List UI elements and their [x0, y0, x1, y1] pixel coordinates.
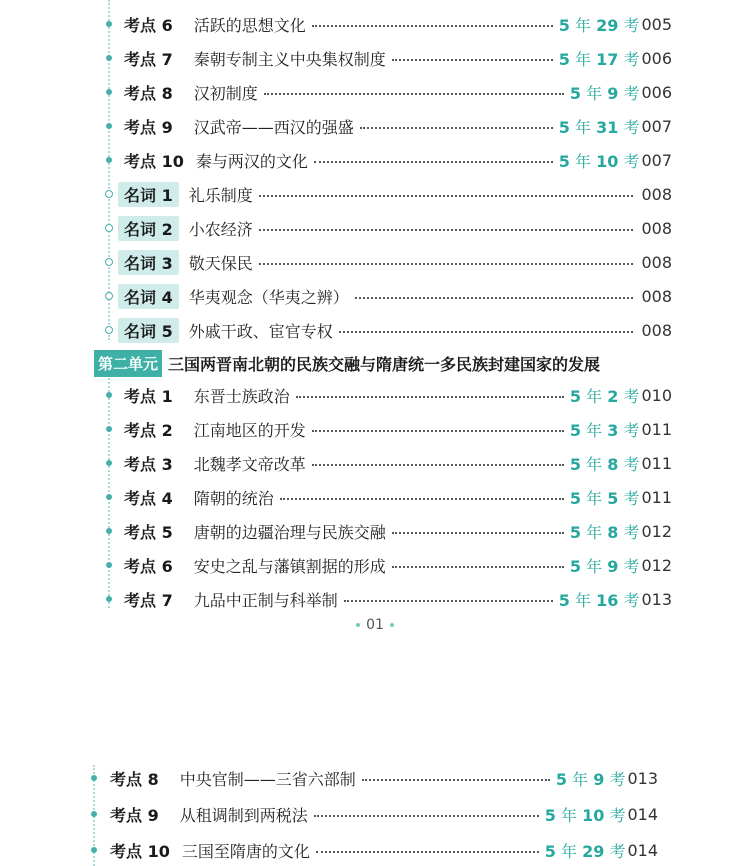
term-label: 名词 3	[118, 250, 179, 275]
unit-badge: 第二单元	[94, 350, 162, 377]
bullet-dot	[106, 55, 112, 61]
exam-frequency: 5 年 17 考	[558, 49, 640, 69]
entry-title: 活跃的思想文化	[193, 15, 306, 35]
timeline-line-top	[108, 0, 110, 340]
exam-frequency: 5 年 8 考	[569, 522, 640, 542]
entry-title: 秦与两汉的文化	[195, 151, 308, 171]
page-dot-left	[356, 623, 360, 627]
entry-title: 东晋士族政治	[193, 386, 290, 406]
entry-label: 考点 8	[110, 769, 159, 789]
exam-frequency: 5 年 8 考	[569, 454, 640, 474]
page-dot-right	[390, 623, 394, 627]
entry-title: 汉初制度	[193, 83, 258, 103]
leader-dots	[339, 331, 634, 333]
entry-label: 考点 10	[124, 151, 184, 171]
entry-label: 考点 4	[124, 488, 173, 508]
bullet-dot	[106, 562, 112, 568]
leader-dots	[259, 229, 634, 231]
exam-frequency: 5 年 29 考	[558, 15, 640, 35]
toc-entry[interactable]	[124, 9, 672, 39]
page-number	[0, 617, 750, 633]
page-ref: 006	[641, 48, 672, 68]
bullet-ring	[105, 190, 113, 198]
toc-entry[interactable]	[124, 111, 672, 141]
toc-entry[interactable]	[110, 799, 658, 829]
toc-entry[interactable]	[124, 77, 672, 107]
page-ref: 010	[641, 385, 672, 405]
unit-heading[interactable]	[94, 350, 600, 376]
entry-title: 秦朝专制主义中央集权制度	[193, 49, 386, 69]
bullet-ring	[105, 292, 113, 300]
term-label: 名词 2	[118, 216, 179, 241]
bullet-dot	[106, 494, 112, 500]
term-label: 名词 4	[118, 284, 179, 309]
bullet-dot	[106, 426, 112, 432]
entry-label: 考点 1	[124, 386, 173, 406]
term-entry[interactable]	[118, 247, 672, 277]
page-ref: 014	[627, 804, 658, 824]
entry-label: 考点 6	[124, 15, 173, 35]
leader-dots	[259, 263, 634, 265]
page-ref: 007	[641, 150, 672, 170]
bullet-ring	[105, 258, 113, 266]
bullet-dot	[106, 596, 112, 602]
entry-label: 考点 2	[124, 420, 173, 440]
entry-label: 考点 8	[124, 83, 173, 103]
bullet-dot	[106, 21, 112, 27]
toc-entry[interactable]	[124, 584, 672, 614]
page-ref: 012	[641, 555, 672, 575]
leader-dots	[392, 566, 564, 568]
bullet-dot	[106, 528, 112, 534]
term-label: 名词 5	[118, 318, 179, 343]
leader-dots	[344, 600, 553, 602]
term-entry[interactable]	[118, 315, 672, 345]
entry-title: 汉武帝——西汉的强盛	[193, 117, 354, 137]
leader-dots	[355, 297, 634, 299]
page-ref: 014	[627, 840, 658, 860]
exam-frequency: 5 年 9 考	[569, 83, 640, 103]
leader-dots	[312, 464, 564, 466]
page-ref: 005	[641, 14, 672, 34]
entry-title: 隋朝的统治	[193, 488, 274, 508]
entry-label: 考点 7	[124, 49, 173, 69]
entry-label: 考点 9	[124, 117, 173, 137]
entry-title: 从租调制到两税法	[179, 805, 308, 825]
leader-dots	[259, 195, 634, 197]
exam-frequency: 5 年 10 考	[558, 151, 640, 171]
exam-frequency: 5 年 9 考	[569, 556, 640, 576]
bullet-dot	[106, 392, 112, 398]
page-ref: 008	[641, 184, 672, 204]
entry-label: 考点 5	[124, 522, 173, 542]
page-ref: 008	[641, 218, 672, 238]
term-title: 礼乐制度	[188, 185, 253, 205]
entry-label: 考点 7	[124, 590, 173, 610]
bullet-dot	[106, 123, 112, 129]
page-number-text: 01	[366, 617, 384, 633]
bullet-dot	[91, 811, 97, 817]
leader-dots	[362, 779, 550, 781]
entry-label: 考点 6	[124, 556, 173, 576]
exam-frequency: 5 年 29 考	[544, 841, 626, 861]
exam-frequency: 5 年 2 考	[569, 386, 640, 406]
term-entry[interactable]	[118, 213, 672, 243]
leader-dots	[312, 25, 553, 27]
entry-title: 安史之乱与藩镇割据的形成	[193, 556, 386, 576]
toc-entry[interactable]	[124, 448, 672, 478]
toc-entry[interactable]	[124, 43, 672, 73]
toc-entry[interactable]	[124, 482, 672, 512]
bullet-ring	[105, 326, 113, 334]
toc-entry[interactable]	[124, 380, 672, 410]
entry-label: 考点 3	[124, 454, 173, 474]
unit-title: 三国两晋南北朝的民族交融与隋唐统一多民族封建国家的发展	[168, 354, 601, 374]
page-ref: 011	[641, 453, 672, 473]
bullet-dot	[91, 775, 97, 781]
leader-dots	[314, 161, 553, 163]
page-ref: 008	[641, 252, 672, 272]
toc-entry[interactable]	[124, 550, 672, 580]
toc-entry[interactable]	[124, 516, 672, 546]
entry-title: 中央官制——三省六部制	[179, 769, 356, 789]
toc-entry[interactable]	[124, 414, 672, 444]
page-ref: 012	[641, 521, 672, 541]
leader-dots	[312, 430, 564, 432]
exam-frequency: 5 年 31 考	[558, 117, 640, 137]
entry-title: 唐朝的边疆治理与民族交融	[193, 522, 386, 542]
timeline-line-middle	[108, 378, 110, 608]
entry-title: 三国至隋唐的文化	[181, 841, 310, 861]
entry-label: 考点 10	[110, 841, 170, 861]
exam-frequency: 5 年 5 考	[569, 488, 640, 508]
term-label: 名词 1	[118, 182, 179, 207]
leader-dots	[316, 851, 539, 853]
page-ref: 008	[641, 286, 672, 306]
bullet-dot	[106, 460, 112, 466]
term-title: 小农经济	[188, 219, 253, 239]
term-title: 外戚干政、宦官专权	[188, 321, 333, 341]
exam-frequency: 5 年 9 考	[555, 769, 626, 789]
leader-dots	[296, 396, 564, 398]
leader-dots	[280, 498, 564, 500]
leader-dots	[264, 93, 564, 95]
bullet-ring	[105, 224, 113, 232]
bullet-dot	[91, 847, 97, 853]
entry-label: 考点 9	[110, 805, 159, 825]
entry-title: 江南地区的开发	[193, 420, 306, 440]
toc-entry[interactable]	[110, 835, 658, 865]
term-entry[interactable]	[118, 179, 672, 209]
leader-dots	[360, 127, 553, 129]
page-ref: 013	[641, 589, 672, 609]
exam-frequency: 5 年 16 考	[558, 590, 640, 610]
leader-dots	[314, 815, 539, 817]
entry-title: 北魏孝文帝改革	[193, 454, 306, 474]
page-ref: 007	[641, 116, 672, 136]
exam-frequency: 5 年 10 考	[544, 805, 626, 825]
exam-frequency: 5 年 3 考	[569, 420, 640, 440]
term-entry[interactable]	[118, 281, 672, 311]
toc-entry[interactable]	[110, 763, 658, 793]
page-ref: 013	[627, 768, 658, 788]
leader-dots	[392, 59, 553, 61]
page-ref: 008	[641, 320, 672, 340]
page-ref: 011	[641, 487, 672, 507]
bullet-dot	[106, 157, 112, 163]
toc-entry[interactable]	[124, 145, 672, 175]
entry-title: 九品中正制与科举制	[193, 590, 338, 610]
bullet-dot	[106, 89, 112, 95]
leader-dots	[392, 532, 564, 534]
term-title: 华夷观念（华夷之辨）	[188, 287, 349, 307]
page-ref: 006	[641, 82, 672, 102]
term-title: 敬天保民	[188, 253, 253, 273]
page-ref: 011	[641, 419, 672, 439]
